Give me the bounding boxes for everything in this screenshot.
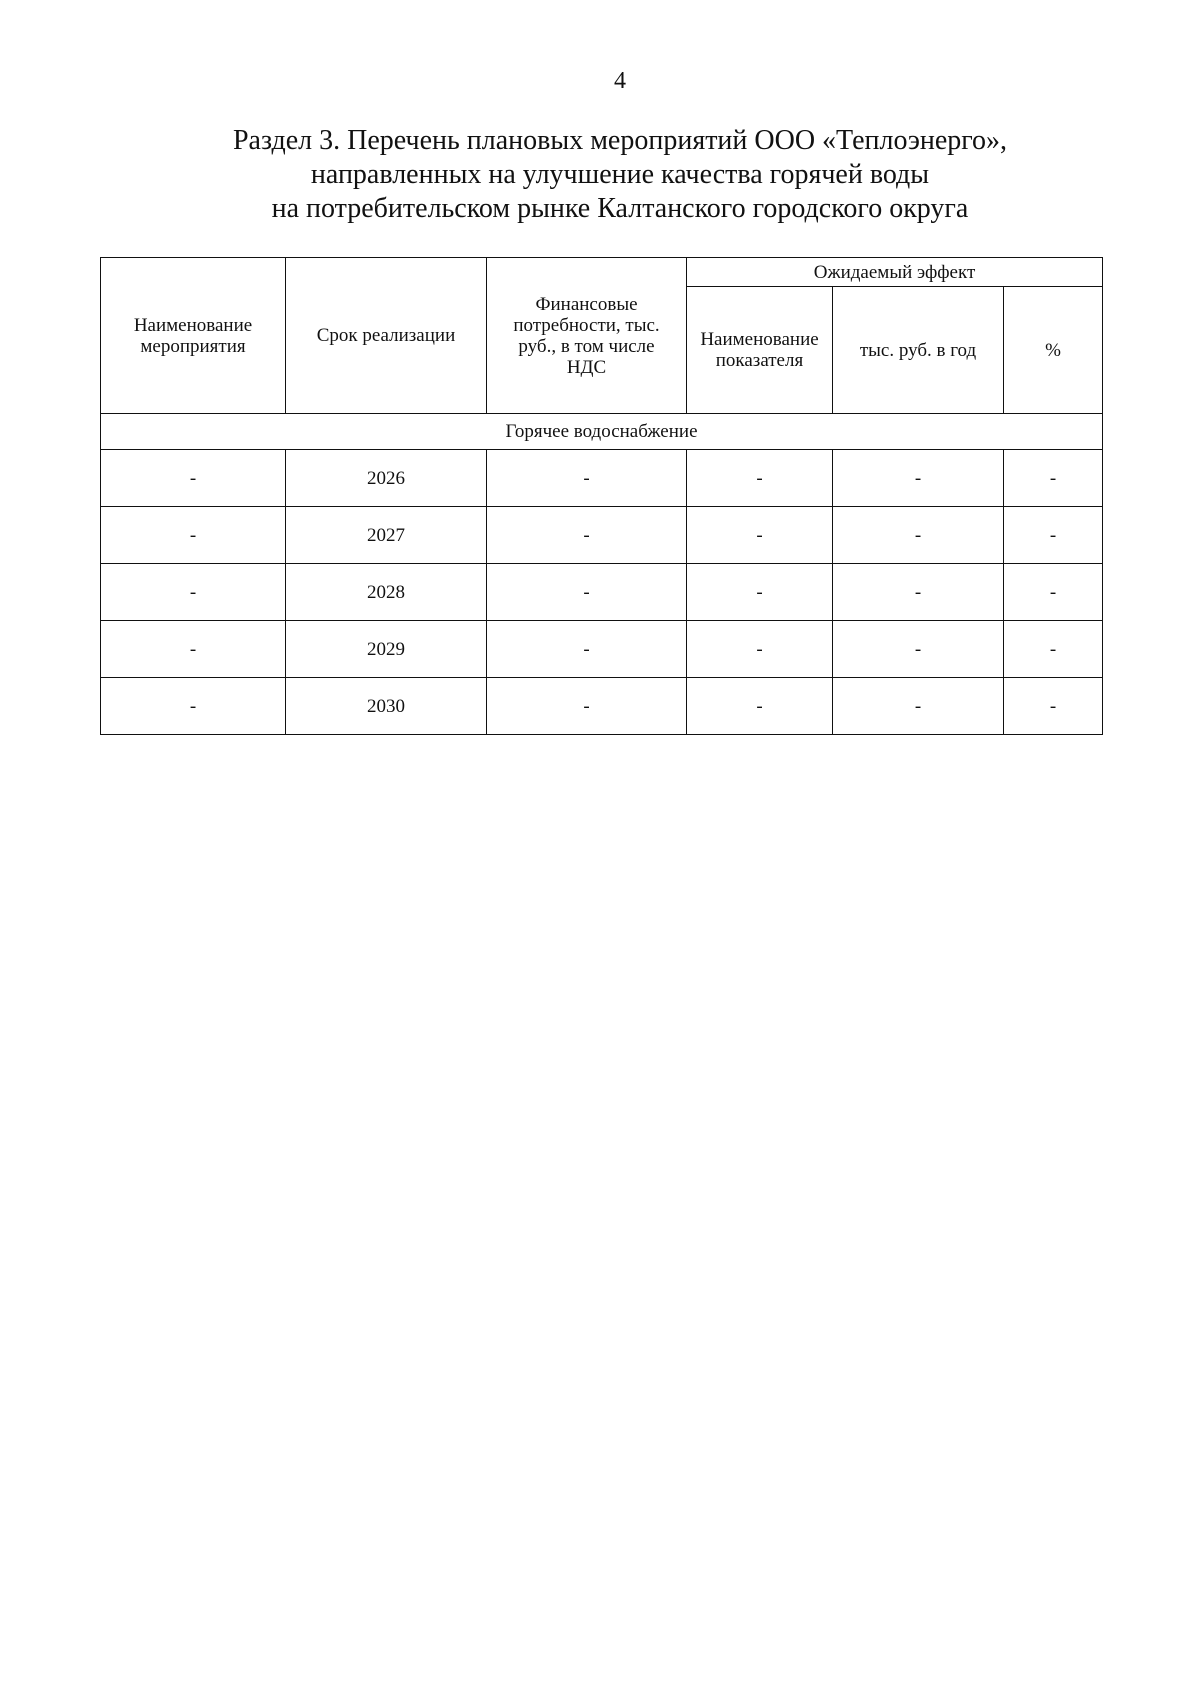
cell-indicator: - <box>687 678 833 735</box>
cell-rub: - <box>833 621 1004 678</box>
header-expected-effect: Ожидаемый эффект <box>687 258 1103 287</box>
cell-event: - <box>101 621 286 678</box>
cell-event: - <box>101 564 286 621</box>
header-event-name: Наименование мероприятия <box>101 258 286 414</box>
cell-finance: - <box>487 507 687 564</box>
measures-table <box>100 257 1103 735</box>
title-line-3: на потребительском рынке Калтанского городского округа <box>271 193 969 224</box>
cell-percent: - <box>1004 450 1103 507</box>
table-row <box>101 450 1103 507</box>
cell-event: - <box>101 450 286 507</box>
header-thousand-rub-per-year: тыс. руб. в год <box>833 287 1004 414</box>
cell-percent: - <box>1004 507 1103 564</box>
cell-finance: - <box>487 621 687 678</box>
cell-event: - <box>101 507 286 564</box>
header-indicator-name: Наименование показателя <box>687 287 833 414</box>
cell-year: 2029 <box>286 621 487 678</box>
cell-rub: - <box>833 678 1004 735</box>
cell-percent: - <box>1004 564 1103 621</box>
table-row <box>101 678 1103 735</box>
cell-event: - <box>101 678 286 735</box>
cell-percent: - <box>1004 678 1103 735</box>
header-financial: Финансовые потребности, тыс. руб., в том числе НДС <box>487 258 687 414</box>
cell-finance: - <box>487 564 687 621</box>
page-number: 4 <box>614 68 626 94</box>
cell-indicator: - <box>687 564 833 621</box>
cell-percent: - <box>1004 621 1103 678</box>
table-row <box>101 564 1103 621</box>
cell-year: 2027 <box>286 507 487 564</box>
cell-rub: - <box>833 507 1004 564</box>
cell-year: 2026 <box>286 450 487 507</box>
cell-indicator: - <box>687 507 833 564</box>
table-row <box>101 621 1103 678</box>
cell-year: 2028 <box>286 564 487 621</box>
section-hot-water: Горячее водоснабжение <box>101 414 1103 450</box>
table-row <box>101 507 1103 564</box>
cell-rub: - <box>833 450 1004 507</box>
cell-indicator: - <box>687 621 833 678</box>
cell-rub: - <box>833 564 1004 621</box>
section-title <box>100 124 1140 226</box>
cell-year: 2030 <box>286 678 487 735</box>
cell-finance: - <box>487 450 687 507</box>
header-percent: % <box>1004 287 1103 414</box>
title-line-1: Раздел 3. Перечень плановых мероприятий ООО «Теплоэнерго», <box>232 125 1008 156</box>
cell-indicator: - <box>687 450 833 507</box>
header-period: Срок реализации <box>286 258 487 414</box>
title-line-2: направленных на улучшение качества горячей воды <box>310 159 930 190</box>
cell-finance: - <box>487 678 687 735</box>
